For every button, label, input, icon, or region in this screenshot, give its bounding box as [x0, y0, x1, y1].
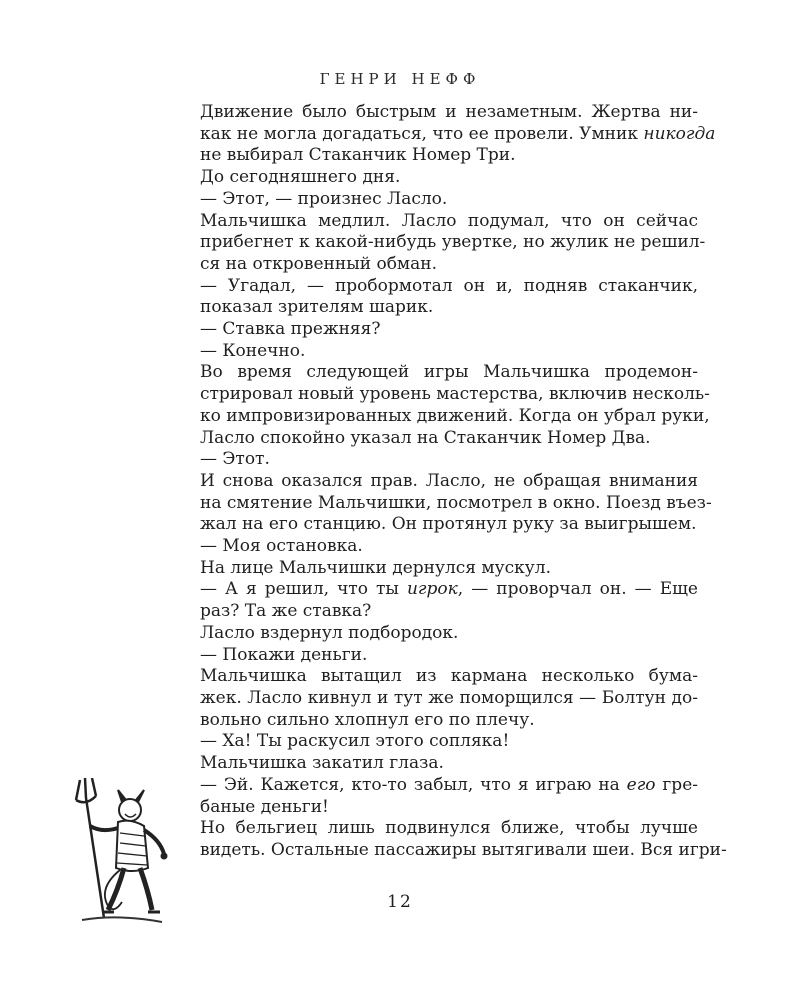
text-line: — Моя остановка. — [200, 536, 363, 557]
text-run: гре- — [655, 774, 698, 795]
body-text — [200, 102, 727, 862]
text-line: — Конечно. — [200, 340, 306, 361]
text-line: Во время следующей игры Мальчишка продемон- — [200, 362, 698, 383]
text-line — [200, 775, 698, 797]
text-line: стрировал новый уровень мастерства, включив несколь- — [200, 384, 710, 405]
text-line: — Покажи деньги. — [200, 644, 368, 665]
text-line: — Этот, — произнес Ласло. — [200, 188, 448, 209]
text-line: не выбирал Стаканчик Номер Три. — [200, 145, 516, 166]
text-line: раз? Та же ставка? — [200, 601, 372, 622]
italic-word: его — [626, 774, 656, 795]
text-line: ко импровизированных движений. Когда он убрал руки, — [200, 405, 710, 426]
text-line — [200, 579, 698, 601]
text-line: Мальчишка закатил глаза. — [200, 753, 444, 774]
text-line: До сегодняшнего дня. — [200, 167, 401, 188]
text-run: — А я решил, что ты — [200, 579, 407, 600]
text-line: Мальчишка вытащил из кармана несколько бума- — [200, 666, 698, 687]
text-run: , — проворчал он. — Еще — [457, 579, 698, 600]
text-line: — Угадал, — пробормотал он и, подняв стаканчик, — [200, 275, 698, 296]
text-line: вольно сильно хлопнул его по плечу. — [200, 709, 535, 730]
italic-word: игрок — [406, 579, 458, 600]
text-line: И снова оказался прав. Ласло, не обращая внимания — [200, 470, 698, 491]
text-line: видеть. Остальные пассажиры вытягивали шеи. Вся игри- — [200, 839, 727, 860]
text-run: как не могла догадаться, что ее провели. Умник — [200, 123, 644, 144]
text-line: Но бельгиец лишь подвинулся ближе, чтобы лучше — [200, 818, 698, 839]
text-line — [200, 123, 716, 146]
text-line: Ласло спокойно указал на Стаканчик Номер Два. — [200, 427, 651, 448]
text-line: баные деньги! — [200, 796, 329, 817]
text-line: жек. Ласло кивнул и тут же поморщился — Болтун до- — [200, 687, 698, 708]
text-line: — Этот. — [200, 449, 270, 470]
text-line: Ласло вздернул подбородок. — [200, 622, 459, 643]
text-line: — Ха! Ты раскусил этого сопляка! — [200, 731, 510, 752]
text-line: показал зрителям шарик. — [200, 297, 434, 318]
italic-word: никогда — [643, 123, 716, 144]
text-run: — Эй. Кажется, кто-то забыл, что я играю на — [200, 774, 627, 795]
text-line: на смятение Мальчишки, посмотрел в окно. Поезд въез- — [200, 492, 712, 513]
text-line: ся на откровенный обман. — [200, 253, 438, 274]
text-line: прибегнет к какой-нибудь увертке, но жулик не решил- — [200, 232, 706, 253]
text-line: Мальчишка медлил. Ласло подумал, что он сейчас — [200, 210, 698, 231]
text-line: На лице Мальчишки дернулся мускул. — [200, 557, 551, 578]
text-line: Движение было быстрым и незаметным. Жертва ни- — [200, 102, 698, 122]
text-line: жал на его станцию. Он протянул руку за выигрышем. — [200, 514, 697, 535]
page-number: 12 — [387, 892, 413, 912]
running-header: ГЕНРИ НЕФФ — [319, 70, 481, 88]
text-line: — Ставка прежняя? — [200, 319, 381, 340]
